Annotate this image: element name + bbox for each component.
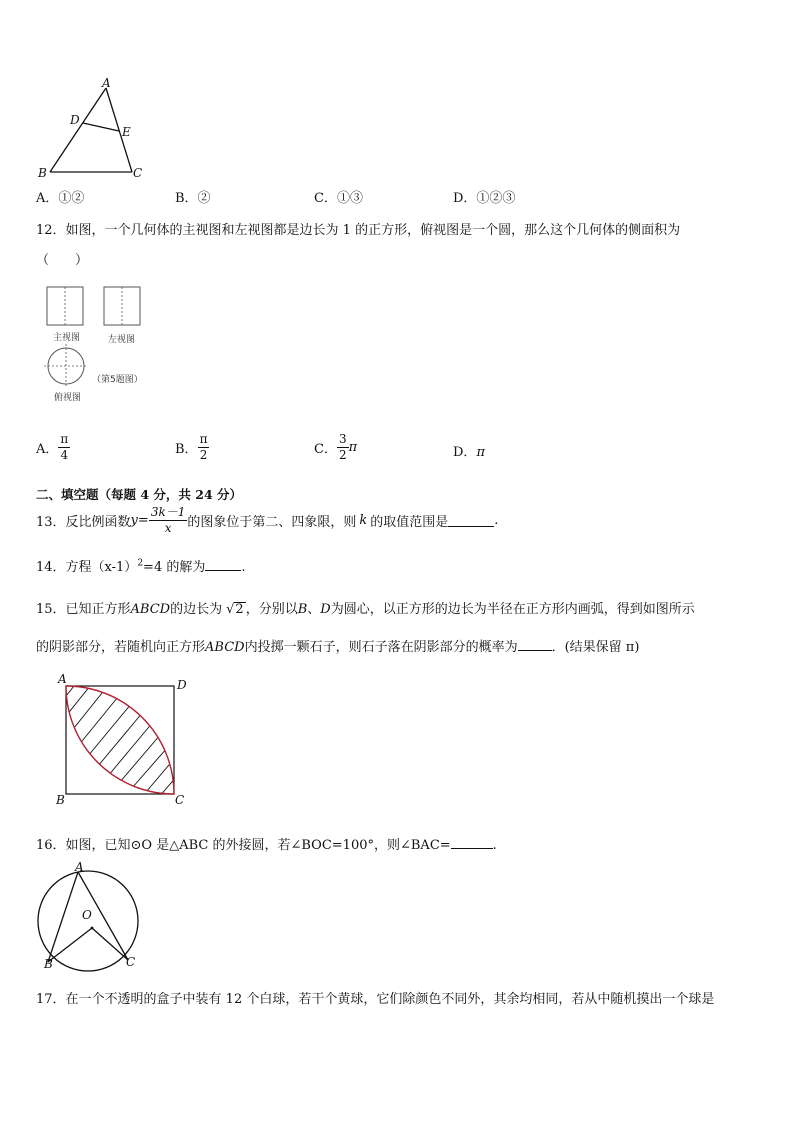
q14-prefix: 14．方程（x-1） xyxy=(36,560,138,575)
q12-option-b-fraction xyxy=(198,432,210,463)
q12-option-c-num: 3 xyxy=(338,432,347,446)
q12-option-b-letter: B． xyxy=(175,442,198,457)
q16-answer-blank[interactable] xyxy=(451,847,493,849)
q14-answer-blank[interactable] xyxy=(205,569,241,571)
q12-option-c-pi: π xyxy=(348,440,358,455)
q15-l1c: ，分别以 xyxy=(245,602,298,617)
circle-label-c: C xyxy=(126,955,136,969)
q11-option-d[interactable]: D．①②③ xyxy=(453,191,516,206)
q16-end: . xyxy=(492,838,497,853)
q17-question: 17．在一个不透明的盒子中装有 12 个白球，若干个黄球，它们除颜色不同外，其余均相同，若从中随机摸出一个球是 xyxy=(36,992,715,1007)
triangle-label-b: B xyxy=(38,166,47,180)
q15-line-1 xyxy=(36,598,695,617)
q15-l1d: 、 xyxy=(307,602,321,617)
q12-paren: （ ） xyxy=(36,253,89,268)
triangle-label-d: D xyxy=(70,113,80,127)
figure-caption: （第5题图） xyxy=(92,375,143,385)
q12-option-c-fraction xyxy=(337,432,349,463)
q14-post: =4 的解为 xyxy=(143,560,206,575)
left-view-caption: 左视图 xyxy=(108,335,136,345)
triangle-label-e: E xyxy=(122,125,131,139)
q15-l1a: 15．已知正方形 xyxy=(36,602,131,617)
q12-option-a-den: 4 xyxy=(60,448,69,462)
q14-exponent: 2 xyxy=(137,558,144,569)
q12-question: 12．如图，一个几何体的主视图和左视图都是边长为 1 的正方形，俯视图是一个圆，那么这个几何体的侧面积为 xyxy=(36,223,681,238)
q12-option-b-den: 2 xyxy=(199,448,208,462)
q15-abcd: ABCD xyxy=(130,602,171,617)
q15-answer-blank[interactable] xyxy=(518,649,552,651)
square-label-b: B xyxy=(56,793,65,807)
q15-l2b: 内投掷一颗石子，则石子落在阴影部分的概率为 xyxy=(244,640,518,655)
q15-d: D xyxy=(320,602,331,617)
q12-option-a[interactable] xyxy=(36,432,70,463)
q12-option-b-num: π xyxy=(199,432,208,446)
circle-label-b: B xyxy=(44,957,53,971)
square-label-a: A xyxy=(58,672,67,686)
q14-end: . xyxy=(241,560,246,575)
q13-k: k xyxy=(359,513,368,528)
q13-post: 的取值范围是 xyxy=(370,515,449,530)
q12-option-c[interactable] xyxy=(314,432,357,463)
q15-l1b: 的边长为 xyxy=(170,602,223,617)
q12-option-d-pi: π xyxy=(476,445,485,460)
q12-option-b[interactable] xyxy=(175,432,209,463)
section-heading: 二、填空题（每题 4 分，共 24 分） xyxy=(36,487,243,502)
q12-option-a-letter: A． xyxy=(36,442,59,457)
q15-abcd-2: ABCD xyxy=(205,640,245,655)
q15-l2a: 的阴影部分，若随机向正方形 xyxy=(36,640,206,655)
q15-sqrt: √2 xyxy=(226,602,244,617)
q13-answer-blank[interactable] xyxy=(448,525,494,527)
q15-sqrt-value: 2 xyxy=(235,602,244,617)
q13-middle: 的图象位于第二、四象限，则 xyxy=(187,515,357,530)
q15-l2c: ．(结果保留 π) xyxy=(551,640,640,655)
q13-prefix: 13．反比例函数 xyxy=(36,515,131,530)
q13-end: . xyxy=(494,513,499,528)
circle-label-a: A xyxy=(75,860,84,874)
square-label-d: D xyxy=(177,678,187,692)
q13-fraction xyxy=(149,505,188,536)
q11-option-a[interactable]: A．①② xyxy=(36,191,85,206)
triangle-label-c: C xyxy=(133,166,143,180)
front-view-caption: 主视图 xyxy=(53,333,81,343)
q13-denominator: x xyxy=(164,521,172,535)
q12-option-c-letter: C． xyxy=(314,442,337,457)
q16-question xyxy=(36,834,497,853)
q15-l1e: 为圆心，以正方形的边长为半径在正方形内画弧，得到如图所示 xyxy=(330,602,695,617)
q12-option-a-fraction xyxy=(58,432,70,463)
q12-option-d[interactable] xyxy=(453,441,485,460)
circle-label-o: O xyxy=(82,908,92,922)
q13-y: y xyxy=(130,513,138,528)
square-arcs-figure xyxy=(62,682,178,798)
q11-option-c[interactable]: C．①③ xyxy=(314,191,363,206)
q13-question xyxy=(36,505,498,536)
q13-eq: = xyxy=(137,513,149,528)
q15-b: B xyxy=(297,602,308,617)
top-view-caption: 俯视图 xyxy=(54,393,82,403)
square-label-c: C xyxy=(175,793,185,807)
q15-line-2 xyxy=(36,636,639,655)
triangle-label-a: A xyxy=(102,76,111,90)
q16-text: 16．如图，已知⊙O 是△ABC 的外接圆，若∠BOC=100°，则∠BAC= xyxy=(36,838,451,853)
q14-question xyxy=(36,556,245,575)
q13-numerator: 3k－1 xyxy=(150,505,186,519)
q12-option-d-letter: D． xyxy=(453,445,477,460)
q11-option-b[interactable]: B．② xyxy=(175,191,211,206)
q12-option-a-num: π xyxy=(60,432,69,446)
q12-option-c-den: 2 xyxy=(338,448,347,462)
